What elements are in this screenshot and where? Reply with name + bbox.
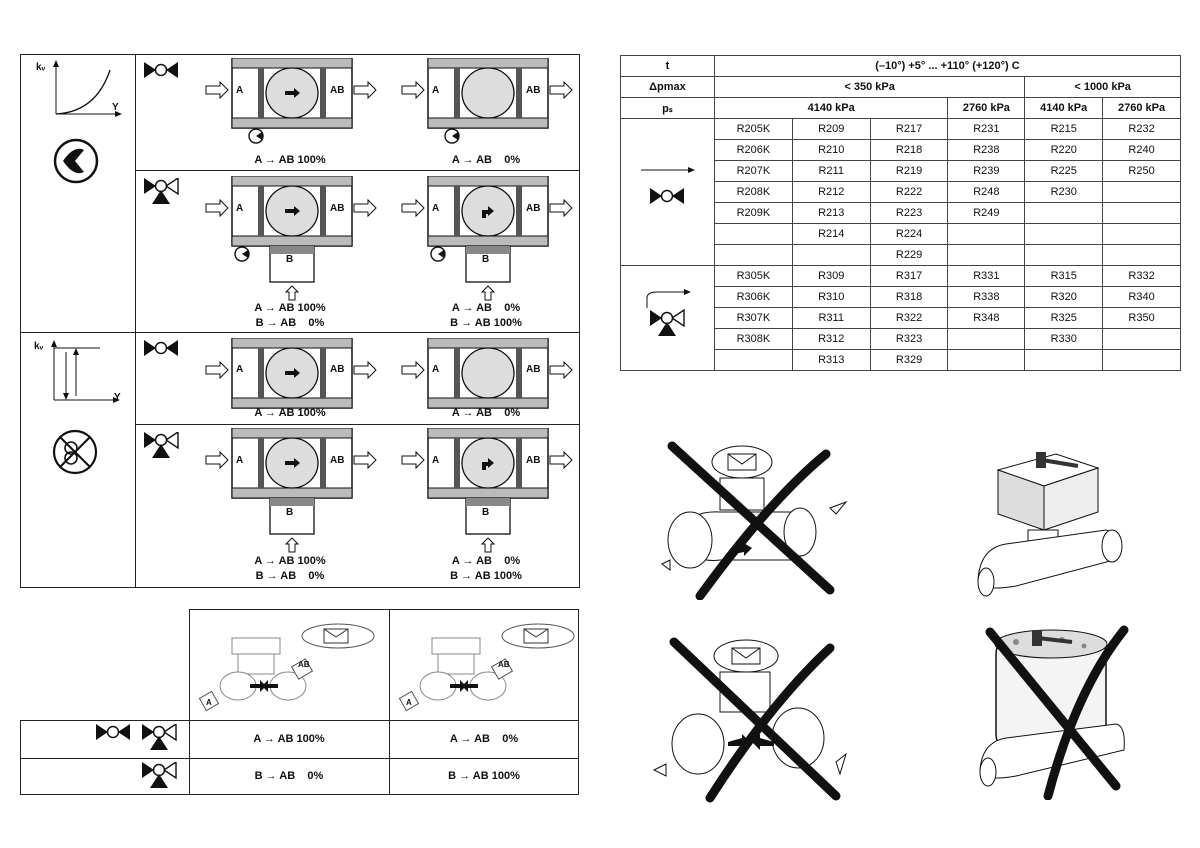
- table-cell: [1025, 203, 1103, 224]
- ps-value: 2760 kPa: [948, 98, 1025, 119]
- table-cell: R348: [948, 308, 1025, 329]
- table-cell: [1025, 224, 1103, 245]
- 3way-valve-diagram-closed: [400, 176, 580, 302]
- table-cell: R213: [792, 203, 870, 224]
- ps-value: 4140 kPa: [714, 98, 948, 119]
- ps-value: 2760 kPa: [1103, 98, 1181, 119]
- table-cell: R340: [1103, 287, 1181, 308]
- table-cell: [948, 329, 1025, 350]
- port-label-a: A: [432, 203, 440, 214]
- table-cell: R249: [948, 203, 1025, 224]
- table-cell: R220: [1025, 140, 1103, 161]
- table-cell: R312: [792, 329, 870, 350]
- port-label-b: B: [482, 254, 490, 265]
- port-label-ab: AB: [330, 364, 345, 375]
- table-cell: [1103, 182, 1181, 203]
- valve-diagram-closed: [400, 58, 580, 148]
- y-axis-label: Y: [112, 102, 119, 113]
- kv-axis-label-2: kᵥ: [34, 341, 44, 352]
- port-label-ab: AB: [526, 455, 541, 466]
- 3way-valve-diagram-open-2: [204, 428, 384, 554]
- install-caption: B → AB 100%: [448, 770, 520, 782]
- install-caption: B → AB 0%: [254, 770, 324, 782]
- table-cell: R322: [870, 308, 948, 329]
- y-axis-label-2: Y: [114, 392, 121, 403]
- port-label-b: B: [286, 507, 294, 518]
- valve-spec-table: [620, 55, 1181, 371]
- table-cell: R205K: [714, 119, 792, 140]
- table-cell: [1025, 350, 1103, 371]
- table-cell: R222: [870, 182, 948, 203]
- table-cell: R208K: [714, 182, 792, 203]
- table-cell: [1103, 224, 1181, 245]
- table-cell: [948, 224, 1025, 245]
- on-off-symbol: [51, 428, 99, 476]
- table-cell: R338: [948, 287, 1025, 308]
- port-label-a: A: [236, 85, 244, 96]
- table-cell: [714, 350, 792, 371]
- valve-diagram-open: [204, 58, 384, 148]
- table-cell: [948, 245, 1025, 266]
- table-cell: R248: [948, 182, 1025, 203]
- kv-axis-label: kᵥ: [36, 62, 46, 73]
- table-cell: [714, 224, 792, 245]
- temp-value: (–10°) +5° ... +110° (+120°) C: [714, 56, 1180, 77]
- table-cell: R232: [1103, 119, 1181, 140]
- valve-diagram-closed-2: [400, 338, 580, 412]
- table-cell: R223: [870, 203, 948, 224]
- table-cell: R240: [1103, 140, 1181, 161]
- install-caption: A → AB 0%: [449, 733, 519, 745]
- table-cell: R231: [948, 119, 1025, 140]
- flow-caption: A → AB 0%: [451, 407, 521, 419]
- table-cell: R230: [1025, 182, 1103, 203]
- table-cell: R239: [948, 161, 1025, 182]
- table-cell: R238: [948, 140, 1025, 161]
- port-label-a: A: [432, 455, 440, 466]
- table-cell: R317: [870, 266, 948, 287]
- 3-way-valve-symbol-2: [144, 432, 180, 460]
- table-cell: R207K: [714, 161, 792, 182]
- table-cell: [1103, 245, 1181, 266]
- table-cell: R224: [870, 224, 948, 245]
- table-cell: R308K: [714, 329, 792, 350]
- 3-way-valve-symbol: [144, 178, 180, 206]
- table-cell: R307K: [714, 308, 792, 329]
- table-cell: [714, 245, 792, 266]
- table-cell: R306K: [714, 287, 792, 308]
- ps-value: 4140 kPa: [1025, 98, 1103, 119]
- table-cell: R331: [948, 266, 1025, 287]
- table-cell: R350: [1103, 308, 1181, 329]
- port-label-a: A: [236, 455, 244, 466]
- 2-way-group-symbol: [621, 119, 715, 266]
- table-cell: R211: [792, 161, 870, 182]
- flow-caption: A → AB 0%: [451, 555, 521, 567]
- table-cell: R323: [870, 329, 948, 350]
- 3-way-group-symbol: [621, 266, 715, 371]
- port-label-b: B: [482, 507, 490, 518]
- port-label-a: A: [432, 85, 440, 96]
- port-label-ab: AB: [526, 203, 541, 214]
- arrow-label-a: A: [206, 698, 212, 707]
- flow-caption: A → AB 100%: [254, 302, 326, 314]
- install-caption: A → AB 100%: [253, 733, 325, 745]
- table-cell: R209: [792, 119, 870, 140]
- table-cell: R225: [1025, 161, 1103, 182]
- port-label-a: A: [236, 364, 244, 375]
- valve-with-actuator-illustration: [966, 440, 1136, 610]
- port-label-ab: AB: [526, 364, 541, 375]
- flow-caption: A → AB 100%: [254, 407, 326, 419]
- table-cell: R309: [792, 266, 870, 287]
- 2-way-valve-symbol-3: [96, 724, 132, 742]
- 3way-valve-diagram-open: [204, 176, 384, 302]
- table-cell: R330: [1025, 329, 1103, 350]
- table-cell: [948, 350, 1025, 371]
- 3-way-valve-symbol-3: [142, 724, 178, 752]
- arrow-label-ab: AB: [498, 660, 510, 669]
- table-cell: R332: [1103, 266, 1181, 287]
- port-label-ab: AB: [330, 85, 345, 96]
- table-cell: R214: [792, 224, 870, 245]
- 2-way-valve-symbol-2: [144, 340, 180, 358]
- port-label-ab: AB: [526, 85, 541, 96]
- table-cell: [1025, 245, 1103, 266]
- valve-installation-illustration-2: [398, 614, 578, 714]
- flow-caption: B → AB 0%: [255, 317, 325, 329]
- flow-caption: B → AB 100%: [450, 317, 522, 329]
- port-label-ab: AB: [330, 203, 345, 214]
- table-cell: R313: [792, 350, 870, 371]
- table-cell: R217: [870, 119, 948, 140]
- table-cell: R206K: [714, 140, 792, 161]
- valve-diagram-open-2: [204, 338, 384, 412]
- table-cell: R329: [870, 350, 948, 371]
- flow-caption: A → AB 100%: [254, 154, 326, 166]
- arrow-label-a: A: [406, 698, 412, 707]
- table-cell: [1103, 203, 1181, 224]
- flow-caption: B → AB 100%: [450, 570, 522, 582]
- incorrect-3way-installation-illustration: [650, 634, 850, 804]
- flow-caption: A → AB 100%: [254, 555, 326, 567]
- flow-caption: B → AB 0%: [255, 570, 325, 582]
- table-cell: R250: [1103, 161, 1181, 182]
- table-cell: R215: [1025, 119, 1103, 140]
- dp-high: < 1000 kPa: [1025, 77, 1181, 98]
- valve-installation-illustration: [198, 614, 378, 714]
- incorrect-insulation-illustration: [966, 620, 1146, 800]
- table-cell: R315: [1025, 266, 1103, 287]
- temp-label: t: [621, 56, 715, 77]
- dp-label: Δpmax: [621, 77, 715, 98]
- port-label-ab: AB: [330, 455, 345, 466]
- incorrect-installation-illustration: [650, 440, 850, 600]
- 2-way-valve-symbol: [144, 62, 180, 80]
- flow-caption: A → AB 0%: [451, 154, 521, 166]
- table-cell: [1103, 329, 1181, 350]
- table-cell: R305K: [714, 266, 792, 287]
- ps-label: pₛ: [621, 98, 715, 119]
- table-cell: R318: [870, 287, 948, 308]
- table-cell: R219: [870, 161, 948, 182]
- port-label-a: A: [432, 364, 440, 375]
- port-label-a: A: [236, 203, 244, 214]
- flow-caption: A → AB 0%: [451, 302, 521, 314]
- table-cell: R209K: [714, 203, 792, 224]
- table-cell: R218: [870, 140, 948, 161]
- 3way-valve-diagram-closed-2: [400, 428, 580, 554]
- table-cell: R311: [792, 308, 870, 329]
- table-cell: R310: [792, 287, 870, 308]
- equal-percentage-symbol: [52, 137, 100, 185]
- dp-low: < 350 kPa: [714, 77, 1024, 98]
- table-cell: R212: [792, 182, 870, 203]
- table-cell: R325: [1025, 308, 1103, 329]
- table-cell: [1103, 350, 1181, 371]
- 3-way-valve-symbol-4: [142, 762, 178, 790]
- table-cell: R229: [870, 245, 948, 266]
- table-cell: [792, 245, 870, 266]
- table-cell: R210: [792, 140, 870, 161]
- arrow-label-ab: AB: [298, 660, 310, 669]
- port-label-b: B: [286, 254, 294, 265]
- table-cell: R320: [1025, 287, 1103, 308]
